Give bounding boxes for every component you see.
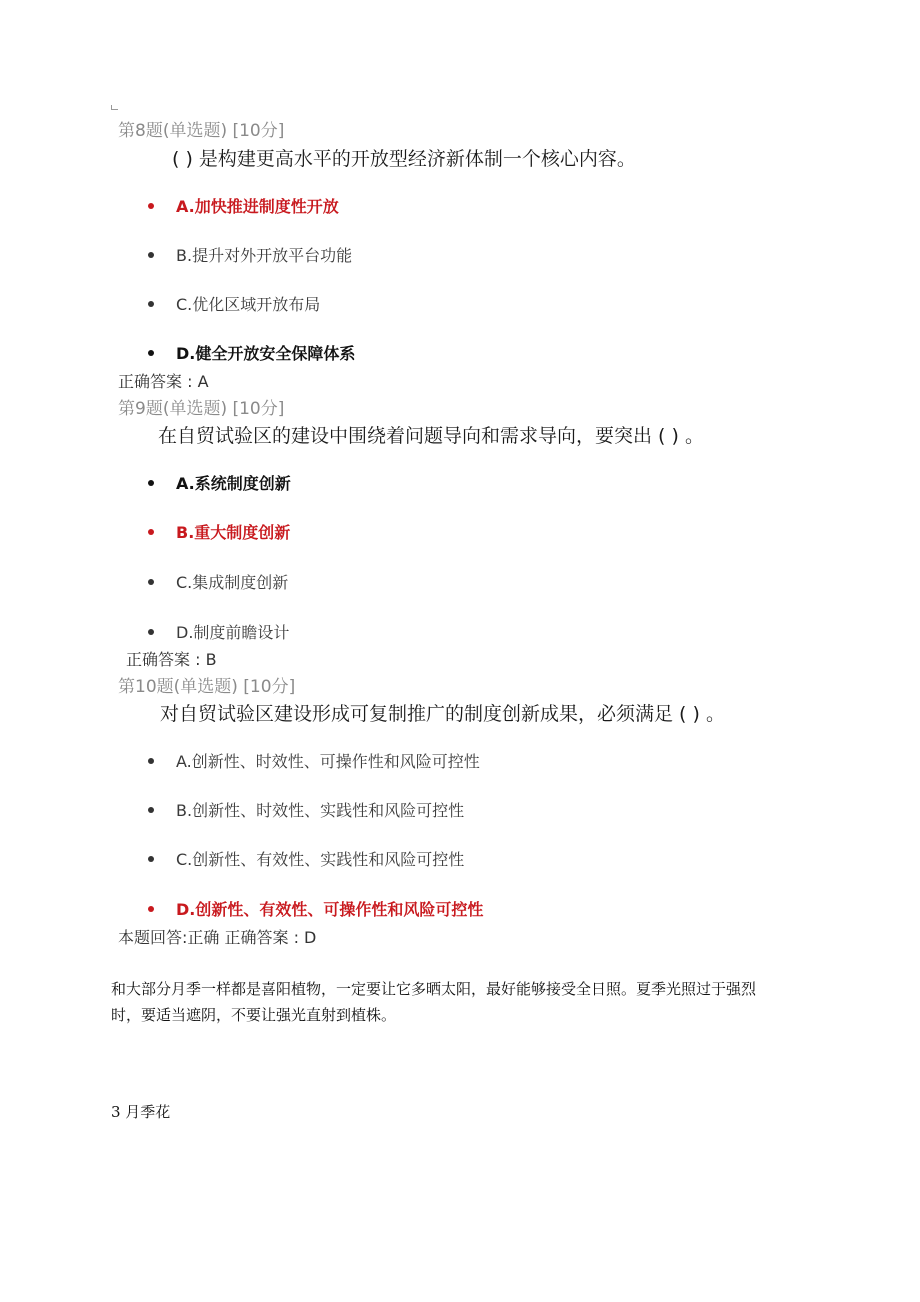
q9-option-c-label: C.集成制度创新 xyxy=(176,573,289,592)
bullet-icon xyxy=(148,350,154,356)
q9-option-b-label: B.重大制度创新 xyxy=(176,523,291,542)
q8-header: 第8题(单选题) [10分] xyxy=(118,121,285,141)
bullet-icon xyxy=(148,579,154,585)
bullet-icon xyxy=(148,807,154,813)
paragraph-mark-icon xyxy=(111,105,118,110)
q10-answer: 本题回答:正确 正确答案 : D xyxy=(118,928,317,947)
bullet-icon xyxy=(148,301,154,307)
bullet-icon xyxy=(148,480,154,486)
q10-option-b-label: B.创新性、时效性、实践性和风险可控性 xyxy=(176,801,465,820)
q10-option-d-label: D.创新性、有效性、可操作性和风险可控性 xyxy=(176,900,484,919)
q8-option-a-label: A.加快推进制度性开放 xyxy=(176,197,339,216)
body-paragraph-line1: 和大部分月季一样都是喜阳植物，一定要让它多晒太阳，最好能够接受全日照。夏季光照过于强烈 xyxy=(111,980,757,998)
q8-stem: ( ) 是构建更高水平的开放型经济新体制一个核心内容。 xyxy=(172,148,636,170)
bullet-icon xyxy=(148,758,154,764)
q10-header: 第10题(单选题) [10分] xyxy=(118,677,296,697)
q9-option-c[interactable] xyxy=(148,570,288,593)
bullet-icon xyxy=(148,856,154,862)
bullet-icon xyxy=(148,529,154,535)
q10-stem: 对自贸试验区建设形成可复制推广的制度创新成果，必须满足 ( ) 。 xyxy=(160,703,725,725)
body-paragraph xyxy=(111,976,756,1028)
q9-option-b[interactable] xyxy=(148,520,290,543)
q9-header: 第9题(单选题) [10分] xyxy=(118,399,285,419)
section-heading: 3 月季花 xyxy=(111,1103,171,1121)
q8-answer: 正确答案 : A xyxy=(118,372,209,391)
q8-option-a[interactable] xyxy=(148,194,339,217)
q8-option-c[interactable] xyxy=(148,292,320,315)
q8-option-c-label: C.优化区域开放布局 xyxy=(176,295,321,314)
body-paragraph-line2: 时，要适当遮阴，不要让强光直射到植株。 xyxy=(111,1006,397,1024)
q9-stem: 在自贸试验区的建设中围绕着问题导向和需求导向，要突出 ( ) 。 xyxy=(158,425,704,447)
q10-option-c[interactable] xyxy=(148,847,464,870)
q8-option-b[interactable] xyxy=(148,243,352,266)
q9-option-a-label: A.系统制度创新 xyxy=(176,474,291,493)
q8-option-b-label: B.提升对外开放平台功能 xyxy=(176,246,353,265)
q9-answer: 正确答案 : B xyxy=(126,650,217,669)
bullet-icon xyxy=(148,906,154,912)
q9-option-d-label: D.制度前瞻设计 xyxy=(176,623,290,642)
q10-option-a[interactable] xyxy=(148,749,480,772)
bullet-icon xyxy=(148,252,154,258)
q10-option-d[interactable] xyxy=(148,897,483,920)
bullet-icon xyxy=(148,203,154,209)
q10-option-a-label: A.创新性、时效性、可操作性和风险可控性 xyxy=(176,752,480,771)
q10-option-c-label: C.创新性、有效性、实践性和风险可控性 xyxy=(176,850,465,869)
q9-option-a[interactable] xyxy=(148,471,291,494)
bullet-icon xyxy=(148,629,154,635)
q10-option-b[interactable] xyxy=(148,798,464,821)
q8-option-d[interactable] xyxy=(148,341,355,364)
q9-option-d[interactable] xyxy=(148,620,289,643)
q8-option-d-label: D.健全开放安全保障体系 xyxy=(176,344,356,363)
